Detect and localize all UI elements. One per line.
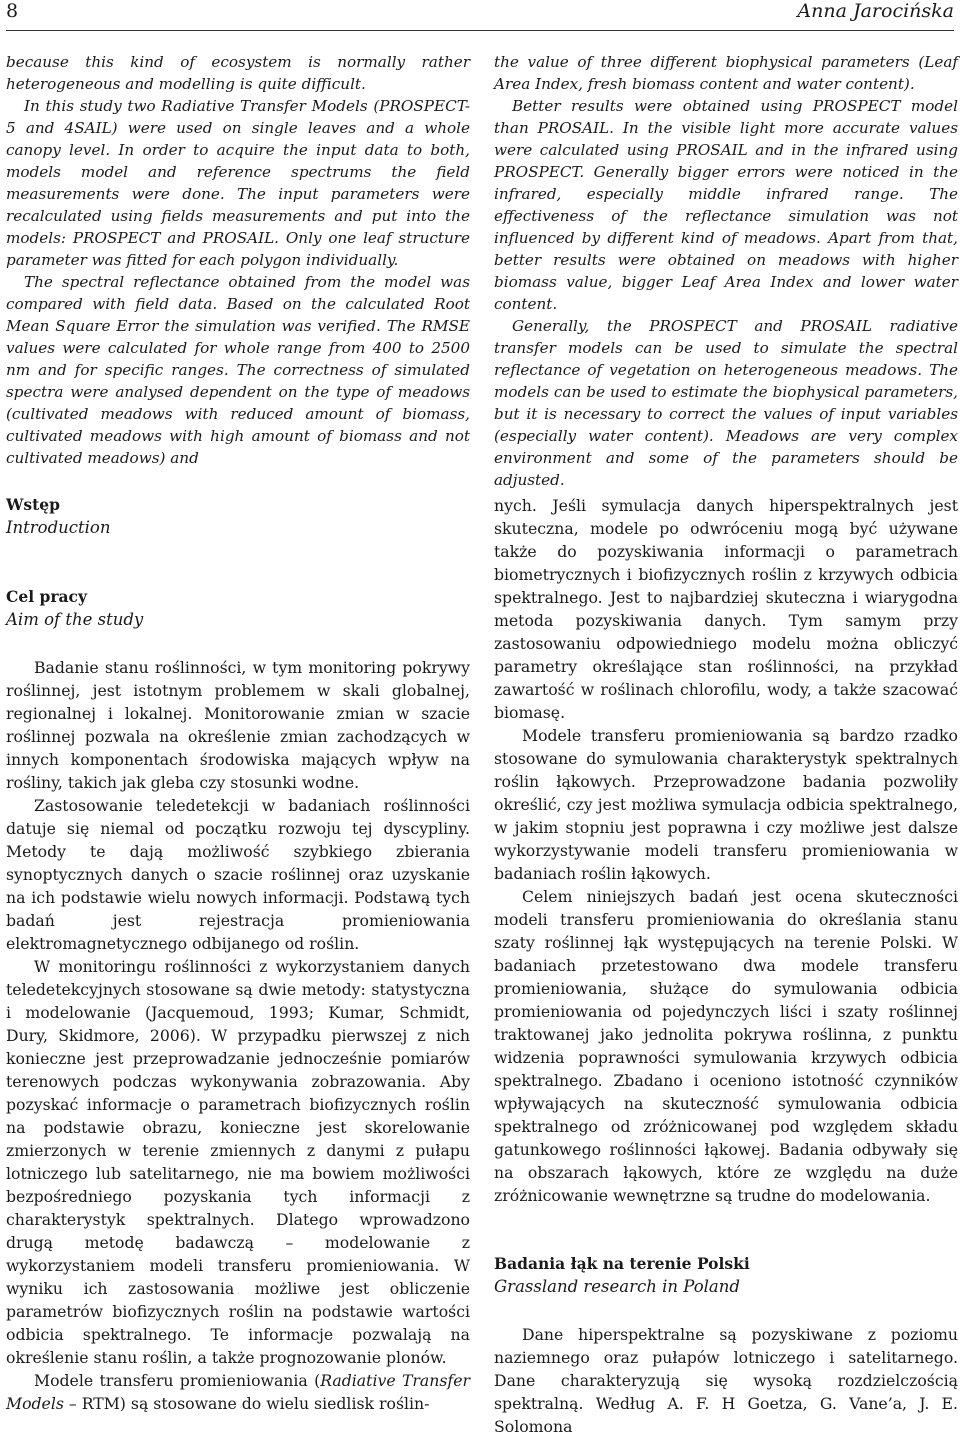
section-title: Wstęp bbox=[6, 495, 60, 514]
body-paragraph bbox=[6, 1369, 470, 1415]
abstract-paragraph: The spectral reflectance obtained from the model was compared with field data. Based on the calculated Root Mean Square Error the simulation was verified. The RMSE values were calculated for whole range from 400 to 2500 nm and for specific ranges. The correctness of simulated spectra were analysed dependent on the type of meadows (cultivated meadows with reduced amount of biomass, cultivated meadows with high amount of biomass and not cultivated meadows) and bbox=[6, 273, 470, 467]
body-left-column bbox=[6, 494, 470, 1415]
header-rule bbox=[6, 30, 954, 31]
abstract-paragraph: the value of three different biophysical parameters (Leaf Area Index, fresh biomass content and water content). bbox=[494, 53, 958, 93]
page-number: 8 bbox=[6, 0, 19, 22]
body-paragraph: Celem niniejszych badań jest ocena skuteczności modeli transferu promieniowania do określania stanu szaty roślinnej łąk występujących na terenie Polski. W badaniach przetestowano dwa modele transferu promieniowania, służące do symulowania odbicia promieniowania od pojedynczych liści i szaty roślinnej traktowanej jako jednolita pokrywa roślinna, z punktu widzenia poprawności symulowania krzywych odbicia spektralnego. Zbadano i oceniono istotność czynników wpływających na skuteczność symulowania odbicia spektralnego od zróżnicowanej pod względem składu gatunkowego roślinności łąkowej. Badania odbywały się na obszarach łąkowych, które ze względu na duże zróżnicowanie wewnętrzne są trudne do modelowania. bbox=[494, 887, 958, 1205]
section-subtitle: Grassland research in Poland bbox=[494, 1277, 740, 1296]
page-header bbox=[0, 0, 960, 24]
body-text-run: Modele transferu promieniowania ( bbox=[34, 1371, 321, 1390]
section-grassland-heading bbox=[494, 1253, 958, 1299]
body-paragraph: nych. Jeśli symulacja danych hiperspektralnych jest skuteczna, modele po odwróceniu mogą być używane także do pozyskiwania informacji o parametrach biometrycznych i biofizycznych roślin z krzywych odbicia spektralnego. Jest to najbardziej skuteczna i wiarygodna metoda pozyskiwania danych. Tym samym przy zastosowaniu odpowiedniego modelu można obliczyć parametry określające stan roślinności, na przykład zawartość w roślinach chlorofilu, wody, a także szacować biomasę. bbox=[494, 496, 958, 722]
body-paragraph: Modele transferu promieniowania są bardzo rzadko stosowane do symulowania charakterystyk spektralnych roślin łąkowych. Przeprowadzone badania pozwoliły określić, czy jest możliwa symulacja odbicia spektralnego, w jakim stopniu jest poprawna i czy możliwe jest dalsze wykorzystywanie modeli transferu promieniowania w badaniach roślin łąkowych. bbox=[494, 726, 958, 883]
abstract-paragraph: Better results were obtained using PROSPECT model than PROSAIL. In the visible light more accurate values were calculated using PROSAIL and in the infrared using PROSPECT. Generally bigger errors were noticed in the infrared, especially middle infrared range. The effectiveness of the reflectance simulation was not influenced by different kind of meadows. Apart from that, better results were obtained on meadows with higher biomass value, bigger Leaf Area Index and lower water content. bbox=[494, 97, 958, 313]
running-head: Anna Jarocińska bbox=[797, 0, 954, 22]
section-subtitle: Aim of the study bbox=[6, 610, 144, 629]
body-right-column bbox=[494, 494, 958, 1438]
body-paragraph: W monitoringu roślinności z wykorzystaniem danych teledetekcyjnych stosowane są dwie metody: statystyczna i modelowanie (Jacquemoud, 1993; Kumar, Schmidt, Dury, Skidmore, 2006). W przypadku pierwszej z nich konieczne jest przeprowadzanie jednocześnie pomiarów terenowych podczas wykonywania zobrazowania. Aby pozyskać informacje o parametrach biofizycznych roślin na podstawie obrazu, konieczne jest skorelowanie zmierzonych w terenie zmiennych z danymi z pułapu lotniczego lub satelitarnego, nie ma bowiem możliwości bezpośredniego pozyskania tych informacji z charakterystyk spektralnych. Dlatego wprowadzono drugą metodę badawczą – modelowanie z wykorzystaniem modeli transferu promieniowania. W wyniku ich zastosowania możliwe jest obliczenie parametrów biofizycznych roślin na podstawie wartości odbicia spektralnego. Te informacje pozwalają na określenie stanu roślin, a także prognozowanie plonów. bbox=[6, 957, 470, 1367]
section-subtitle: Introduction bbox=[6, 518, 111, 537]
abstract-paragraph: In this study two Radiative Transfer Models (PROSPECT-5 and 4SAIL) were used on single leaves and a whole canopy level. In order to acquire the input data to both, models model and reference spectrums the field measurements were done. The input parameters were recalculated using fields measurements and put into the models: PROSPECT and PROSAIL. Only one leaf structure parameter was fitted for each polygon individually. bbox=[6, 97, 470, 269]
abstract-right-column bbox=[494, 51, 958, 491]
body-paragraph: Zastosowanie teledetekcji w badaniach roślinności datuje się niemal od początku rozwoju tej dyscypliny. Metody te dają możliwość szybkiego zbierania synoptycznych danych o szacie roślinnej oraz uzyskanie na ich podstawie wielu nowych informacji. Podstawą tych badań jest rejestracja promieniowania elektromagnetycznego odbijanego od roślin. bbox=[6, 796, 470, 953]
section-title: Cel pracy bbox=[6, 587, 87, 606]
body-paragraph: Badanie stanu roślinności, w tym monitoring pokrywy roślinnej, jest istotnym problemem w skali globalnej, regionalnej i lokalnej. Monitorowanie zmian w szacie roślinnej pozwala na określenie zmian zachodzących w innych komponentach środowiska mających wpływ na rośliny, takich jak gleba czy stosunki wodne. bbox=[6, 658, 470, 792]
section-aim-heading bbox=[6, 586, 470, 632]
body-text-italic: Radiative Transfer Models bbox=[6, 1371, 471, 1413]
abstract-paragraph: because this kind of ecosystem is normally rather heterogeneous and modelling is quite difficult. bbox=[6, 53, 470, 93]
abstract-left-column bbox=[6, 51, 470, 469]
abstract-paragraph: Generally, the PROSPECT and PROSAIL radiative transfer models can be used to simulate the spectral reflectance of vegetation on heterogeneous meadows. The models can be used to estimate the biophysical parameters, but it is necessary to correct the values of input variables (especially water content). Meadows are very complex environment and some of the parameters should be adjusted. bbox=[494, 317, 958, 489]
section-intro-heading bbox=[6, 494, 470, 540]
body-text-run: – RTM) są stosowane do wielu siedlisk roślin- bbox=[63, 1394, 430, 1413]
section-title: Badania łąk na terenie Polski bbox=[494, 1254, 750, 1273]
body-paragraph: Dane hiperspektralne są pozyskiwane z poziomu naziemnego oraz pułapów lotniczego i satelitarnego. Dane charakteryzują się wysoką rozdzielczością spektralną. Według A. F. H Goetza, G. Vane’a, J. E. Solomona bbox=[494, 1325, 958, 1436]
